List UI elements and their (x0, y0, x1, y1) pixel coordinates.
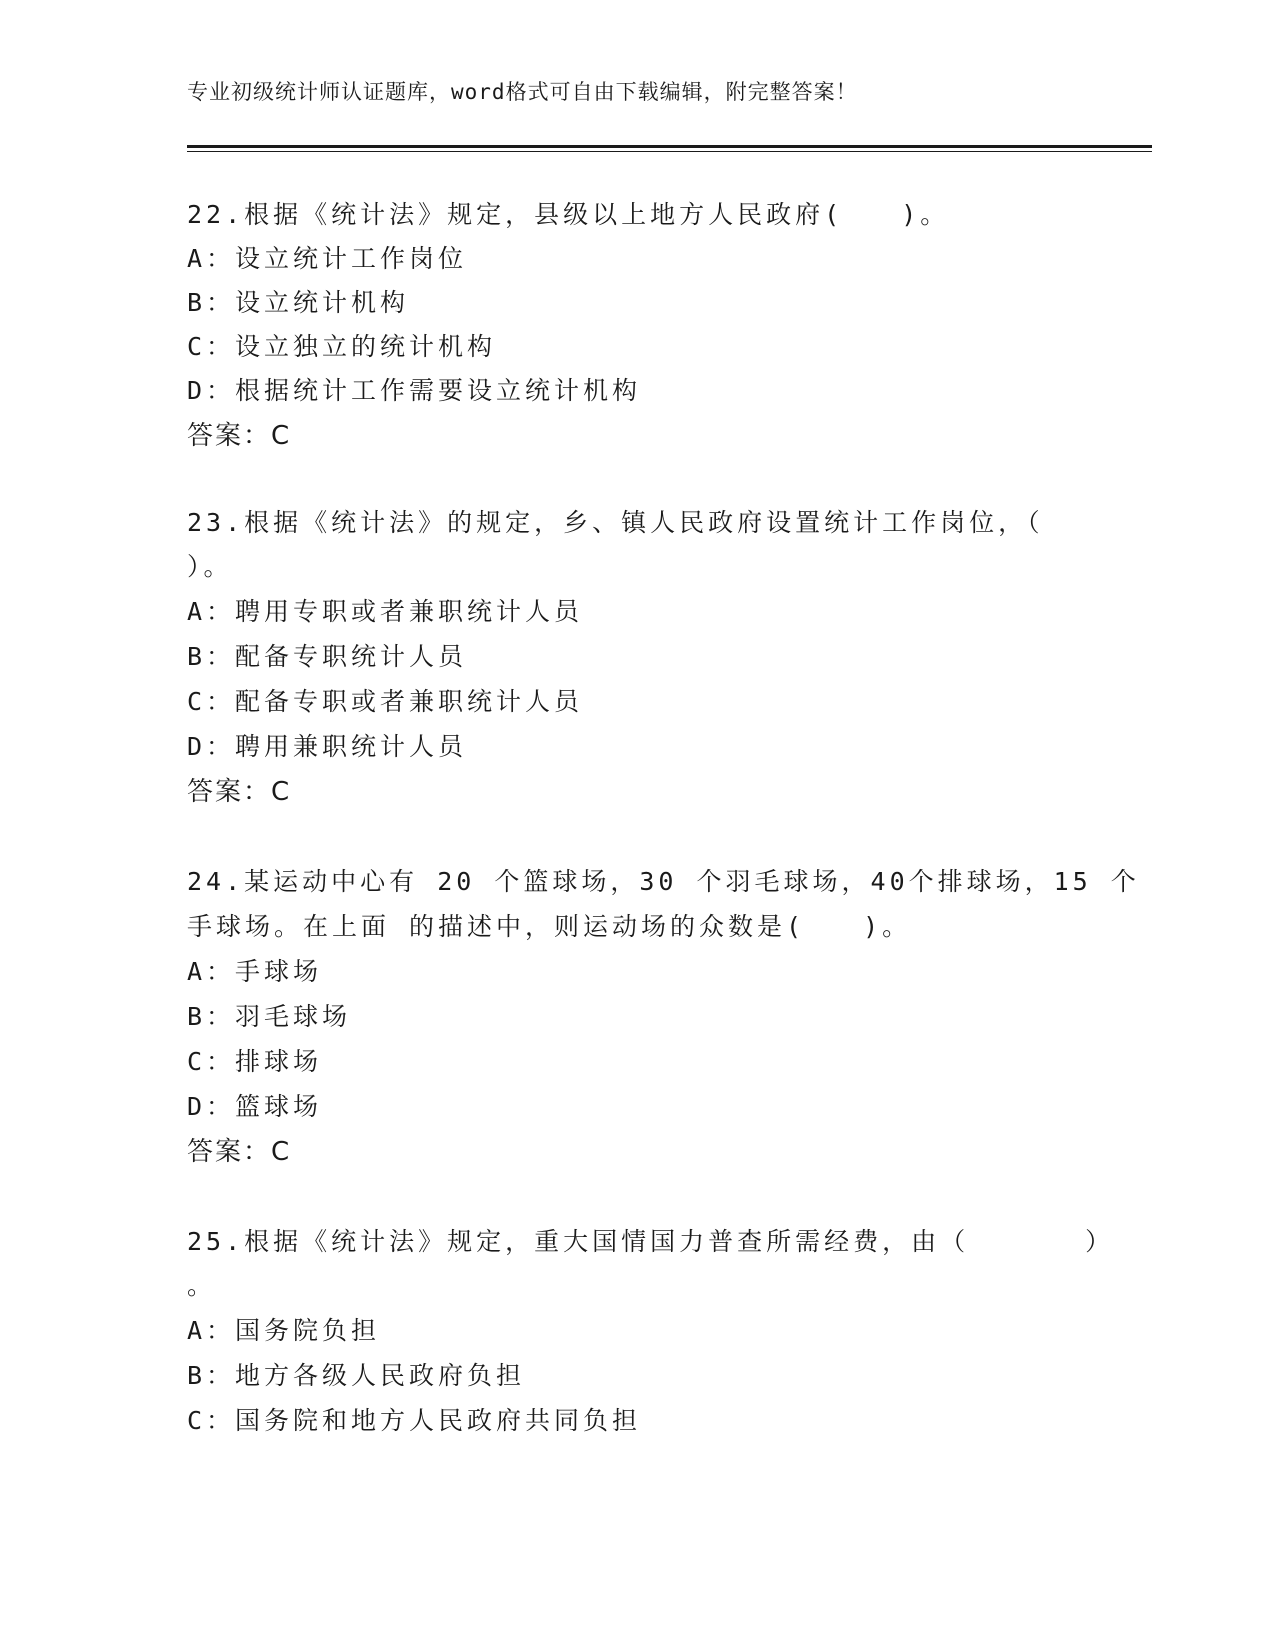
page-header: 专业初级统计师认证题库，word格式可自由下载编辑，附完整答案！ (187, 80, 858, 104)
question-23-option-d: D：聘用兼职统计人员 (187, 732, 468, 761)
question-25-option-c: C：国务院和地方人民政府共同负担 (187, 1406, 642, 1435)
question-23-option-b: B：配备专职统计人员 (187, 642, 468, 671)
question-23-stem-line-1: 23.根据《统计法》的规定，乡、镇人民政府设置统计工作岗位，（ (187, 508, 1044, 537)
question-24-answer: 答案：C (187, 1137, 292, 1167)
question-25-option-b: B：地方各级人民政府负担 (187, 1361, 526, 1390)
question-23-option-c: C：配备专职或者兼职统计人员 (187, 687, 584, 716)
question-24-stem-line-2: 手球场。在上面 的描述中，则运动场的众数是( )。 (187, 912, 912, 941)
question-25-option-a: A：国务院负担 (187, 1316, 381, 1345)
question-23-option-a: A：聘用专职或者兼职统计人员 (187, 597, 584, 626)
header-rule-thick (187, 145, 1152, 148)
question-25-stem-line-1: 25.根据《统计法》规定，重大国情国力普查所需经费，由（ ） (187, 1227, 1115, 1256)
question-24-option-a: A：手球场 (187, 957, 323, 986)
question-24-stem-line-1: 24.某运动中心有 20 个篮球场，30 个羽毛球场，40个排球场，15 个 (187, 867, 1140, 896)
question-25-stem-line-2: 。 (187, 1271, 217, 1300)
question-22-answer: 答案：C (187, 421, 292, 451)
question-24-option-d: D：篮球场 (187, 1092, 323, 1121)
question-22-option-a: A：设立统计工作岗位 (187, 244, 468, 273)
question-24-option-c: C：排球场 (187, 1047, 323, 1076)
question-24-option-b: B：羽毛球场 (187, 1002, 352, 1031)
question-22-option-c: C：设立独立的统计机构 (187, 332, 497, 361)
header-rule-thin (187, 151, 1152, 152)
question-22-stem: 22.根据《统计法》规定，县级以上地方人民政府( )。 (187, 200, 950, 229)
question-22-option-d: D：根据统计工作需要设立统计机构 (187, 376, 642, 405)
question-23-stem-line-2: ）。 (187, 552, 233, 581)
question-22-option-b: B：设立统计机构 (187, 288, 410, 317)
question-23-answer: 答案：C (187, 777, 292, 807)
